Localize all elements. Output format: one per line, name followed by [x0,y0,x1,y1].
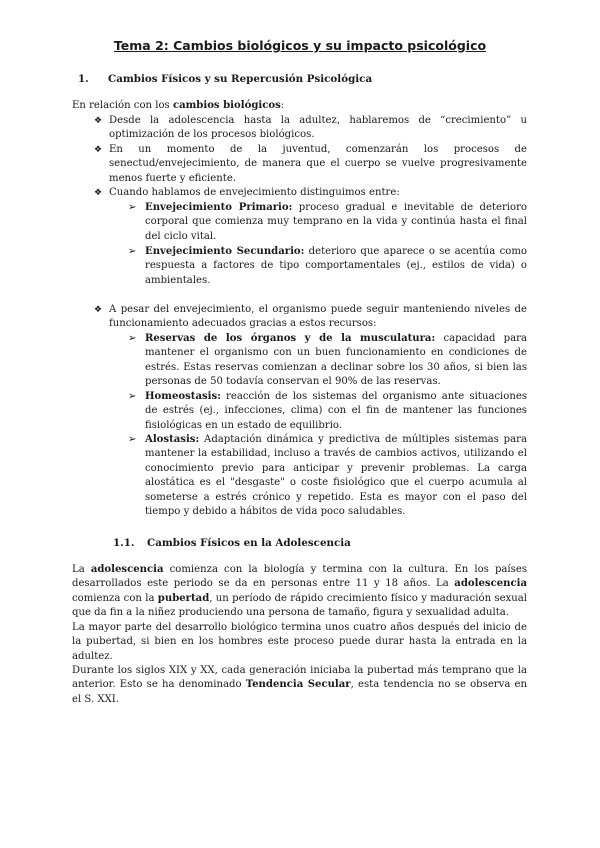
diamond-bullet-icon: ❖ [94,116,103,126]
resource-homeostasis-term: Homeostasis: [145,391,221,402]
arrow-bullet-icon: ➢ [128,333,137,344]
arrow-bullet-icon: ➢ [128,246,137,257]
intro-line [72,99,532,113]
bullet-aging-types: Cuando hablamos de envejecimiento distinguimos entre: [109,187,400,198]
subsection-heading [113,537,351,549]
text: , esta tendencia no se observa en el S. XXI. [72,679,528,705]
intro-bold: cambios biológicos [172,100,281,111]
diamond-bullet-icon: ❖ [94,305,103,315]
intro-colon: : [280,100,285,111]
bold-term: adolescencia [90,564,164,575]
text: , un período de rápido crecimiento físico y maduración sexual que da fin a la niñez produciendo una persona de tamaño, figura y sexualidad adulta. [72,592,527,619]
bullet-growth: Desde la adolescencia hasta la adultez, hablaremos de “crecimiento” u optimización de los procesos biológicos. [109,115,527,141]
intro-text: En relación con los [72,100,173,111]
diamond-bullet-icon: ❖ [94,145,103,155]
bold-term: pubertad [157,592,210,604]
subsection-title: Cambios Físicos en la Adolescencia [147,537,351,549]
document-title: Tema 2: Cambios biológicos y su impacto psicológico [113,38,487,53]
text: comienza con la biología y termina con la cultura. En los países desarrollados este periodo se da en personas entre 11 y 18 años. La [72,564,527,590]
aging-primary [145,201,527,244]
resource-alostasis-term: Alostasis: [145,434,200,445]
aging-secondary-text: deterioro que aparece o se acentúa como respuesta a factores de tipo comportamentales (ej., estilos de vida) o ambientales. [145,246,527,286]
paragraph-secular-trend [72,664,527,707]
section-title: Cambios Físicos y su Repercusión Psicológica [108,73,373,85]
subsection-number: 1.1. [113,537,135,549]
text: comienza con la [72,592,158,604]
section-heading [78,73,372,85]
arrow-bullet-icon: ➢ [128,202,137,213]
text: La [72,564,91,575]
resource-reserves-text: capacidad para mantener el organismo con un buen funcionamiento en condiciones de estrés. Estas reservas comienzan a declinar sobre los 30 años, si bien las personas de 50 todavía conservan el 90% de las reservas. [145,333,527,388]
bold-term: Tendencia Secular [245,679,351,691]
bullet-resources: A pesar del envejecimiento, el organismo puede seguir manteniendo niveles de funcionamiento adecuados gracias a estos recursos: [109,304,527,330]
diamond-bullet-icon: ❖ [94,188,103,198]
section-number: 1. [78,73,89,85]
aging-secondary [145,245,527,288]
paragraph-adolescence [72,563,527,621]
resource-reserves [145,332,527,390]
bullet-senescence: En un momento de la juventud, comenzarán los procesos de senectud/envejecimiento, de manera que el cuerpo se vuelve progresivamente menos fuerte y eficiente. [109,144,527,184]
aging-primary-term: Envejecimiento Primario: [145,202,293,213]
bold-term: adolescencia [454,578,527,590]
aging-primary-text: proceso gradual e inevitable de deterioro corporal que comienza muy temprano en la vida y continúa hasta el final del ciclo vital. [145,202,527,242]
resource-reserves-term: Reservas de los órganos y de la musculatura: [145,333,436,344]
arrow-bullet-icon: ➢ [128,434,137,445]
resource-homeostasis [145,390,527,433]
paragraph-development: La mayor parte del desarrollo biológico termina unos cuatro años después del inicio de la pubertad, si bien en los hombres este proceso puede durar hasta la entrada en la adultez. [72,622,527,662]
text: Durante los siglos XIX y XX, cada generación iniciaba la pubertad más temprano que la anterior. Esto se ha denominado [72,665,527,691]
resource-homeostasis-text: reacción de los sistemas del organismo ante situaciones de estrés (ej., infecciones, clima) con el fin de mantener las funciones fisiológicas en un estado de equilibrio. [145,391,527,431]
resource-alostasis [145,433,527,519]
aging-secondary-term: Envejecimiento Secundario: [145,246,305,257]
resource-alostasis-text: Adaptación dinámica y predictiva de múltiples sistemas para mantener la estabilidad, incluso a través de cambios activos, utilizando el conocimiento previo para anticipar y prevenir problemas. La carga alostática es el "desgaste" o coste fisiológico que el cuerpo acumula al someterse a estrés crónico y repetido. Esta es mayor con el paso del tiempo y debido a hábitos de vida poco saludables. [145,434,527,518]
arrow-bullet-icon: ➢ [128,391,137,402]
